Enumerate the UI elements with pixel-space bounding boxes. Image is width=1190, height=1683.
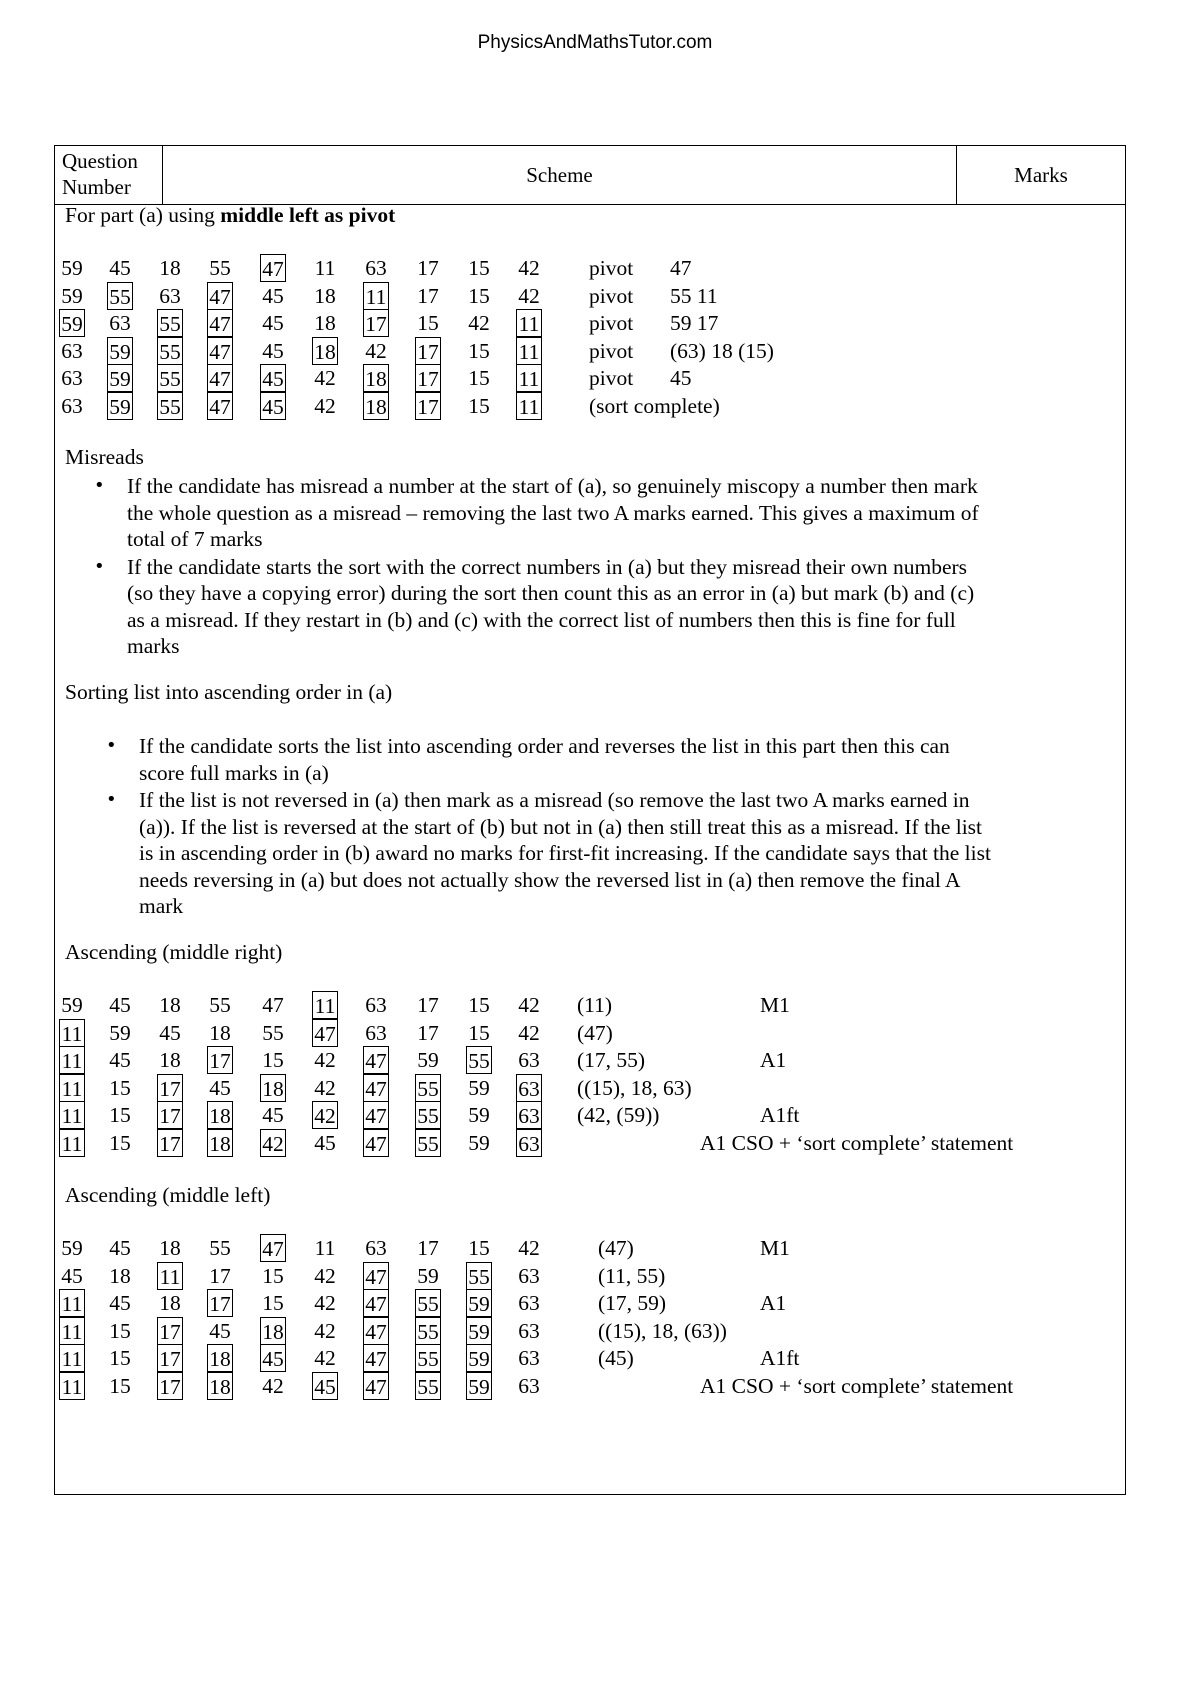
list-number: 15 [468,366,490,391]
list-number: 45 [209,1075,231,1100]
pivot-boxed-number: 55 [415,1344,441,1372]
row-note: ((15), 18, 63) [577,1075,692,1100]
list-number: 63 [365,993,387,1017]
bullet-line: as a misread. If they restart in (b) and (c) with the correct list of numbers then this is fine for full [127,607,956,632]
row-note: (17, 55) [577,1048,646,1073]
list-number: 45 [314,1131,336,1155]
scheme-header: Scheme [163,146,957,204]
list-number: 42 [518,1020,540,1045]
list-number: 17 [417,1020,439,1045]
pivot-boxed-number: 11 [59,1101,85,1129]
pivot-boxed-number: 11 [59,1074,85,1102]
pivot-boxed-number: 47 [363,1289,389,1317]
grid-row [55,991,1125,1020]
grid-row [55,1317,1125,1346]
list-number: 15 [109,1346,131,1371]
list-number: 63 [518,1263,540,1288]
list-number: 17 [209,1263,231,1288]
list-number: 18 [159,1291,181,1316]
bullet-item [127,554,1087,660]
row-mark: A1ft [760,1346,800,1371]
pivot-boxed-number: 47 [363,1129,389,1157]
pivot-boxed-number: 17 [207,1046,233,1074]
pivot-boxed-number: 55 [466,1262,492,1290]
bullet-item [139,787,1099,920]
list-number: 59 [417,1048,439,1073]
bullet-line: • If the list is not reversed in (a) then mark as a misread (so remove the last two A marks earned in [139,788,970,812]
list-number: 18 [314,283,336,308]
pivot-boxed-number: 47 [207,282,233,310]
bullet-line: • If the candidate starts the sort with the correct numbers in (a) but they misread their own numbers [127,554,968,579]
list-number: 42 [314,1075,336,1100]
list-number: 17 [417,1236,439,1260]
pivot-boxed-number: 17 [157,1074,183,1102]
row-pivot-values: 55 11 [670,283,718,308]
pivot-boxed-number: 11 [363,282,389,310]
pivot-boxed-number: 47 [363,1372,389,1400]
list-number: 15 [468,256,490,280]
grid-row [55,337,1125,366]
list-number: 45 [109,256,131,280]
row-pivot-values: 47 [670,256,692,280]
list-number: 59 [61,256,83,280]
list-number: 11 [314,1236,336,1260]
bullet-item [127,473,1087,553]
pivot-boxed-number: 17 [157,1317,183,1345]
list-number: 55 [262,1020,284,1045]
list-number: 45 [262,1103,284,1128]
row-note: pivot [589,366,634,391]
question-number-header [55,146,163,204]
list-number: 18 [109,1263,131,1288]
list-number: 15 [262,1291,284,1316]
pivot-boxed-number: 55 [107,282,133,310]
row-pivot-values: (63) 18 (15) [670,338,774,363]
pivot-boxed-number: 59 [466,1289,492,1317]
row-note: (42, (59)) [577,1103,660,1128]
pivot-boxed-number: 59 [466,1372,492,1400]
pivot-boxed-number: 17 [415,364,441,392]
list-number: 15 [417,311,439,336]
pivot-boxed-number: 18 [363,392,389,420]
list-number: 55 [209,1236,231,1260]
row-pivot-values: 45 [670,366,692,391]
pivot-boxed-number: 18 [312,337,338,365]
grid-row [55,1262,1125,1291]
list-number: 63 [61,394,83,418]
pivot-boxed-number: 59 [466,1317,492,1345]
bullet-line: score full marks in (a) [139,760,329,785]
site-header: PhysicsAndMathsTutor.com [477,32,713,53]
pivot-boxed-number: 47 [207,309,233,337]
pivot-boxed-number: 63 [516,1074,542,1102]
pivot-boxed-number: 11 [59,1289,85,1317]
pivot-boxed-number: 18 [363,364,389,392]
list-number: 45 [262,311,284,336]
pivot-boxed-number: 47 [260,1234,286,1262]
pivot-boxed-number: 17 [157,1101,183,1129]
row-pivot-values: 59 17 [670,311,719,336]
grid-row [55,309,1125,338]
pivot-boxed-number: 63 [516,1101,542,1129]
list-number: 45 [109,1291,131,1316]
list-number: 45 [109,1048,131,1073]
pivot-boxed-number: 11 [516,337,542,365]
list-number: 15 [468,1020,490,1045]
bullet-line: is in ascending order in (b) award no marks for first-fit increasing. If the candidate says that the list [139,841,991,865]
pivot-boxed-number: 17 [157,1344,183,1372]
list-number: 42 [314,366,336,391]
grid-row [55,282,1125,311]
list-number: 15 [109,1131,131,1155]
list-number: 17 [417,993,439,1017]
misreads-heading: Misreads [65,445,144,469]
pivot-boxed-number: 18 [260,1317,286,1345]
sorting-bullets [139,733,1099,921]
list-number: 42 [365,338,387,363]
list-number: 15 [262,1048,284,1073]
list-number: 42 [518,256,540,280]
list-number: 45 [109,1236,131,1260]
pivot-boxed-number: 47 [207,392,233,420]
pivot-boxed-number: 11 [59,1019,85,1047]
ascending-left-heading: Ascending (middle left) [65,1183,271,1207]
row-note: (sort complete) [589,394,720,418]
list-number: 45 [262,338,284,363]
list-number: 59 [468,1103,490,1128]
pivot-boxed-number: 45 [260,364,286,392]
pivot-boxed-number: 55 [415,1317,441,1345]
list-number: 15 [109,1075,131,1100]
ascending-right-heading: Ascending (middle right) [65,940,283,964]
list-number: 63 [159,283,181,308]
row-note: pivot [589,256,634,280]
row-mark: A1 [760,1048,787,1073]
list-number: 59 [61,993,83,1017]
list-number: 55 [209,993,231,1017]
list-number: 45 [262,283,284,308]
list-number: 45 [209,1318,231,1343]
list-number: 42 [314,1048,336,1073]
list-number: 63 [61,338,83,363]
list-number: 59 [468,1075,490,1100]
pivot-boxed-number: 47 [207,364,233,392]
list-number: 59 [109,1020,131,1045]
pivot-boxed-number: 11 [59,1046,85,1074]
pivot-boxed-number: 59 [107,364,133,392]
pivot-boxed-number: 11 [516,309,542,337]
list-number: 17 [417,256,439,280]
list-number: 15 [468,283,490,308]
pivot-boxed-number: 47 [312,1019,338,1047]
pivot-boxed-number: 47 [260,254,286,282]
part-a-intro-bold: middle left as pivot [220,203,396,227]
list-number: 63 [518,1048,540,1073]
list-number: 47 [262,993,284,1017]
pivot-boxed-number: 11 [59,1344,85,1372]
row-note: pivot [589,283,634,308]
list-number: 42 [314,394,336,418]
list-number: 63 [365,1020,387,1045]
pivot-boxed-number: 55 [157,337,183,365]
list-number: 63 [518,1346,540,1371]
pivot-boxed-number: 55 [415,1074,441,1102]
grid-row [55,254,1125,283]
grid-row [55,392,1125,421]
pivot-boxed-number: 18 [207,1344,233,1372]
row-note: ((15), 18, (63)) [598,1318,727,1343]
pivot-boxed-number: 55 [415,1101,441,1129]
bullet-line: • If the candidate has misread a number at the start of (a), so genuinely miscopy a number then mark [127,474,978,498]
pivot-boxed-number: 55 [415,1372,441,1400]
list-number: 42 [518,1236,540,1260]
list-number: 11 [314,256,336,280]
grid-row [55,1372,1125,1401]
question-header-line2: Number [62,175,131,199]
grid-row [55,1101,1125,1130]
row-mark: A1ft [760,1103,800,1128]
row-mark: A1 CSO + ‘sort complete’ statement [700,1131,1014,1155]
marks-header: Marks [1014,162,1068,187]
list-number: 59 [61,1236,83,1260]
pivot-boxed-number: 11 [59,1129,85,1157]
bullet-item [139,733,1099,786]
pivot-boxed-number: 18 [207,1129,233,1157]
list-number: 15 [109,1103,131,1128]
bullet-line: needs reversing in (a) but does not actually show the reversed list in (a) then remove the final A [139,867,961,892]
row-mark: A1 CSO + ‘sort complete’ statement [700,1374,1014,1398]
pivot-boxed-number: 11 [59,1372,85,1400]
part-a-intro [65,203,395,228]
misreads-bullets [127,473,1087,661]
list-number: 15 [109,1374,131,1398]
list-number: 42 [314,1346,336,1371]
list-number: 63 [365,1236,387,1260]
pivot-boxed-number: 59 [59,309,85,337]
pivot-boxed-number: 11 [516,392,542,420]
list-number: 59 [417,1263,439,1288]
list-number: 42 [314,1291,336,1316]
list-number: 63 [365,256,387,280]
row-note: (11, 55) [598,1263,666,1288]
list-number: 45 [109,993,131,1017]
pivot-boxed-number: 55 [157,364,183,392]
row-note: pivot [589,338,634,363]
pivot-boxed-number: 17 [363,309,389,337]
list-number: 15 [109,1318,131,1343]
pivot-boxed-number: 63 [516,1129,542,1157]
grid-row [55,1344,1125,1373]
list-number: 63 [61,366,83,391]
grid-row [55,1234,1125,1263]
list-number: 63 [518,1291,540,1316]
pivot-boxed-number: 42 [312,1101,338,1129]
pivot-boxed-number: 55 [466,1046,492,1074]
pivot-boxed-number: 47 [207,337,233,365]
list-number: 59 [61,283,83,308]
list-number: 18 [314,311,336,336]
pivot-boxed-number: 17 [415,337,441,365]
list-number: 18 [159,993,181,1017]
pivot-boxed-number: 55 [157,392,183,420]
list-number: 63 [518,1318,540,1343]
pivot-boxed-number: 42 [260,1129,286,1157]
grid-row [55,364,1125,393]
bullet-line: total of 7 marks [127,527,263,551]
list-number: 59 [468,1131,490,1155]
row-mark: M1 [760,993,790,1017]
pivot-boxed-number: 55 [415,1289,441,1317]
pivot-boxed-number: 17 [415,392,441,420]
list-number: 17 [417,283,439,308]
pivot-boxed-number: 47 [363,1344,389,1372]
list-number: 42 [518,993,540,1017]
pivot-boxed-number: 17 [207,1289,233,1317]
row-mark: M1 [760,1236,790,1260]
pivot-boxed-number: 11 [59,1317,85,1345]
list-number: 15 [468,993,490,1017]
table-header-row [55,146,1125,205]
pivot-boxed-number: 11 [157,1262,183,1290]
pivot-boxed-number: 55 [415,1129,441,1157]
list-number: 15 [262,1263,284,1288]
pivot-boxed-number: 45 [312,1372,338,1400]
list-number: 15 [468,1236,490,1260]
pivot-boxed-number: 47 [363,1074,389,1102]
pivot-boxed-number: 47 [363,1101,389,1129]
grid-row [55,1129,1125,1158]
list-number: 42 [468,311,490,336]
pivot-boxed-number: 18 [260,1074,286,1102]
row-mark: A1 [760,1291,787,1316]
list-number: 42 [518,283,540,308]
list-number: 42 [314,1318,336,1343]
list-number: 18 [159,1236,181,1260]
row-note: (45) [598,1346,634,1371]
bullet-line: (a)). If the list is reversed at the start of (b) but not in (a) then still treat this as a misread. If the list [139,814,983,839]
pivot-boxed-number: 17 [157,1129,183,1157]
row-note: (11) [577,993,613,1017]
list-number: 18 [159,1048,181,1073]
row-note: pivot [589,311,634,336]
list-number: 45 [61,1263,83,1288]
pivot-boxed-number: 47 [363,1046,389,1074]
pivot-boxed-number: 11 [516,364,542,392]
sorting-heading: Sorting list into ascending order in (a) [65,680,393,704]
row-note: (17, 59) [598,1291,667,1316]
question-header-line1: Question [62,149,138,173]
pivot-boxed-number: 18 [207,1101,233,1129]
list-number: 42 [262,1374,284,1398]
pivot-boxed-number: 59 [107,337,133,365]
pivot-boxed-number: 59 [466,1344,492,1372]
pivot-boxed-number: 55 [157,309,183,337]
pivot-boxed-number: 17 [157,1372,183,1400]
grid-row [55,1019,1125,1048]
pivot-boxed-number: 45 [260,392,286,420]
bullet-line: • If the candidate sorts the list into ascending order and reverses the list in this part then this can [139,734,950,758]
list-number: 15 [468,394,490,418]
pivot-boxed-number: 47 [363,1317,389,1345]
grid-row [55,1074,1125,1103]
list-number: 15 [468,338,490,363]
list-number: 18 [209,1020,231,1045]
row-note: (47) [577,1020,613,1045]
pivot-boxed-number: 18 [207,1372,233,1400]
list-number: 45 [159,1020,181,1045]
pivot-boxed-number: 59 [107,392,133,420]
bullet-line: mark [139,894,184,918]
mark-scheme-table [54,145,1126,1495]
list-number: 55 [209,256,231,280]
grid-row [55,1046,1125,1075]
pivot-boxed-number: 47 [363,1262,389,1290]
pivot-boxed-number: 11 [312,991,338,1019]
bullet-line: marks [127,634,180,658]
row-note: (47) [598,1236,634,1260]
list-number: 63 [518,1374,540,1398]
list-number: 63 [109,311,131,336]
grid-row [55,1289,1125,1318]
pivot-boxed-number: 45 [260,1344,286,1372]
bullet-line: the whole question as a misread – removing the last two A marks earned. This gives a maximum of [127,500,979,525]
bullet-line: (so they have a copying error) during the sort then count this as an error in (a) but mark (b) and (c) [127,581,975,605]
list-number: 18 [159,256,181,280]
part-a-intro-text: For part (a) using [65,203,221,227]
list-number: 42 [314,1263,336,1288]
